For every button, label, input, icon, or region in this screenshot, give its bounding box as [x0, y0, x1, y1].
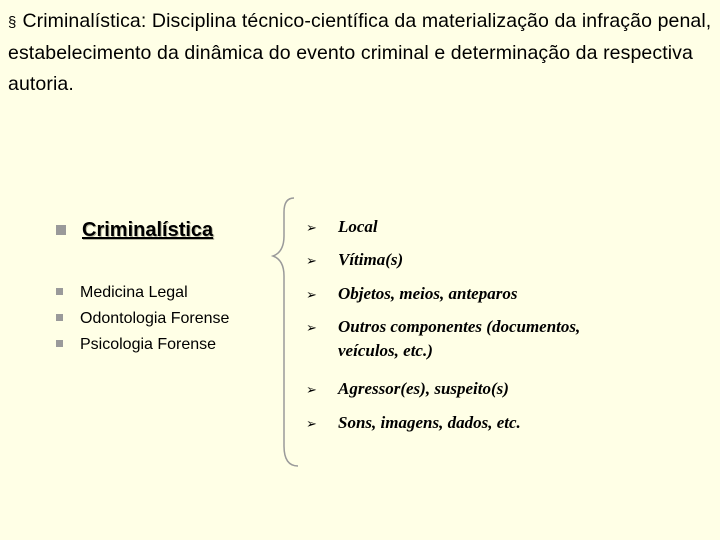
definition-text: : Disciplina técnico-científica da materialização da infração penal, estabelecimento da dinâmica do evento criminal e determinação da respectiva autoria. — [8, 10, 712, 95]
arrow-bullet-icon: ➢ — [306, 254, 317, 269]
square-bullet-icon — [56, 225, 66, 235]
discipline-label: Odontologia Forense — [80, 310, 230, 327]
square-bullet-icon — [56, 314, 63, 321]
list-item — [306, 250, 403, 270]
list-item — [306, 317, 580, 361]
list-item — [306, 413, 521, 433]
element-label-continuation: veículos, etc.) — [338, 341, 433, 360]
square-bullet-icon — [56, 340, 63, 347]
discipline-label: Psicologia Forense — [80, 336, 217, 353]
list-item — [306, 379, 509, 399]
discipline-label: Medicina Legal — [80, 284, 188, 301]
element-label: Vítima(s) — [338, 250, 404, 269]
arrow-bullet-icon: ➢ — [306, 383, 317, 398]
square-bullet-icon — [56, 288, 63, 295]
list-item — [56, 336, 216, 354]
main-discipline-item — [56, 219, 213, 242]
list-item — [306, 217, 378, 237]
list-item — [306, 284, 517, 304]
element-label: Objetos, meios, anteparos — [338, 284, 518, 303]
element-label: Outros componentes (documentos, — [338, 317, 581, 336]
arrow-bullet-icon: ➢ — [306, 288, 317, 303]
definition-paragraph — [8, 6, 716, 100]
curly-brace-icon — [270, 196, 304, 470]
arrow-bullet-icon: ➢ — [306, 221, 317, 236]
main-discipline-label: Criminalística — [82, 219, 214, 241]
element-label: Agressor(es), suspeito(s) — [338, 379, 509, 398]
arrow-bullet-icon: ➢ — [306, 321, 317, 336]
section-bullet: § — [8, 14, 17, 31]
list-item — [56, 284, 188, 302]
element-label: Local — [338, 217, 378, 236]
element-label: Sons, imagens, dados, etc. — [338, 413, 521, 432]
list-item — [56, 310, 229, 328]
definition-term: Criminalística — [22, 10, 141, 32]
arrow-bullet-icon: ➢ — [306, 417, 317, 432]
